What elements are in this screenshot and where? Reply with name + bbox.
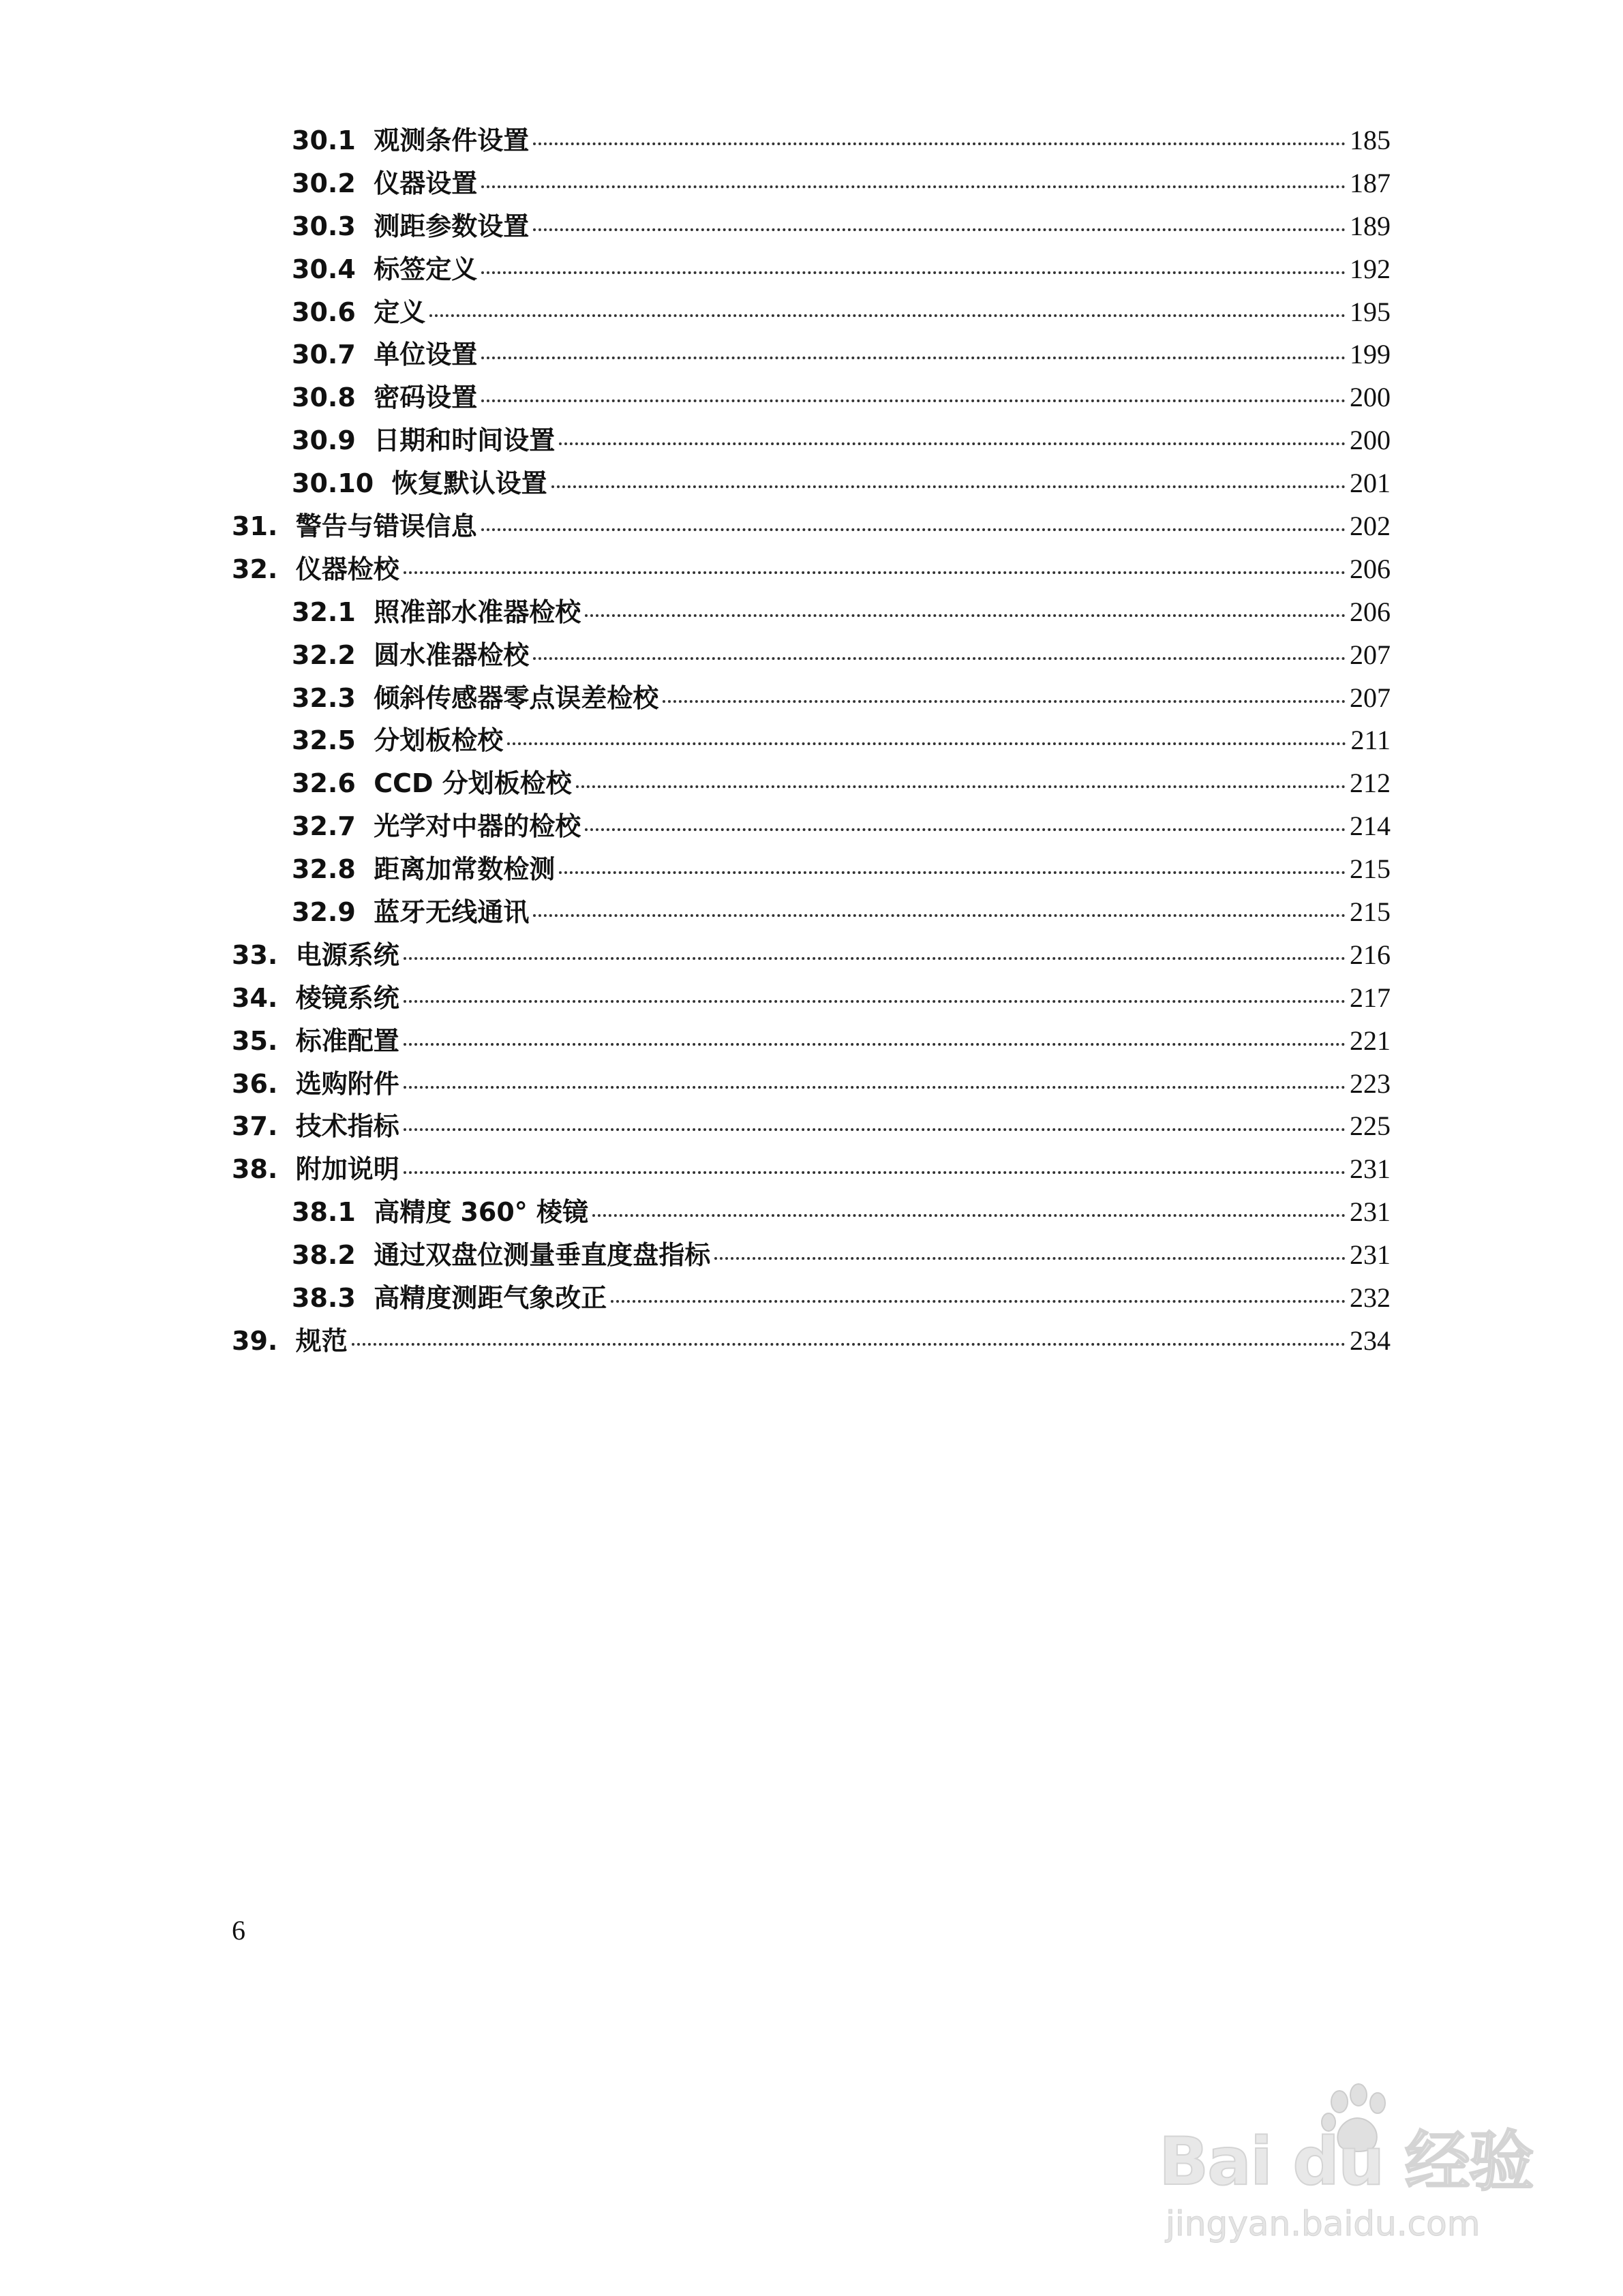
- dot-leader: [559, 442, 1346, 445]
- toc-entry: [232, 462, 1391, 505]
- toc-entry-label: [292, 805, 581, 843]
- toc-entry-title: 倾斜传感器零点误差检校: [374, 682, 659, 713]
- toc-entry: [232, 1277, 1391, 1320]
- dot-leader: [714, 1257, 1346, 1260]
- toc-entry: [232, 505, 1391, 548]
- toc-entry-page: 212: [1350, 768, 1391, 799]
- toc-entry-title: 观测条件设置: [374, 125, 530, 155]
- toc-entry-page: 206: [1350, 553, 1391, 584]
- dot-leader: [481, 185, 1346, 188]
- toc-entry-label: [232, 548, 399, 586]
- toc-entry: [232, 333, 1391, 376]
- toc-entry-label: [232, 977, 399, 1014]
- toc-entry: [232, 677, 1391, 720]
- toc-entry-label: [292, 848, 555, 886]
- toc-entry: [232, 1320, 1391, 1363]
- dot-leader: [533, 914, 1346, 917]
- toc-entry-title: 测距参数设置: [374, 211, 530, 241]
- toc-entry-number: 32.1: [292, 596, 356, 627]
- toc-entry-number: 31.: [232, 511, 278, 542]
- toc-entry-number: 32.3: [292, 682, 356, 713]
- toc-entry-number: 38.: [232, 1154, 278, 1185]
- toc-entry-number: 32.: [232, 554, 278, 584]
- toc-entry-page: 200: [1350, 382, 1391, 413]
- toc-entry-page: 187: [1350, 167, 1391, 198]
- toc-entry-label: [292, 719, 503, 757]
- toc-entry-title: 通过双盘位测量垂直度盘指标: [374, 1240, 711, 1271]
- table-of-contents: [232, 119, 1391, 1363]
- toc-entry-number: 32.9: [292, 897, 356, 928]
- toc-entry-page: 234: [1350, 1325, 1391, 1356]
- toc-entry-label: [292, 205, 529, 243]
- toc-entry: [232, 891, 1391, 934]
- toc-entry-page: 211: [1350, 725, 1391, 756]
- dot-leader: [404, 1086, 1346, 1089]
- toc-entry-page: 221: [1350, 1025, 1391, 1056]
- toc-entry: [232, 591, 1391, 634]
- toc-entry-label: [232, 505, 477, 543]
- toc-entry-label: [292, 762, 572, 800]
- toc-entry: [232, 848, 1391, 891]
- dot-leader: [576, 785, 1346, 788]
- dot-leader: [404, 1043, 1346, 1046]
- toc-entry-number: 32.2: [292, 639, 356, 670]
- toc-entry: [232, 1020, 1391, 1063]
- toc-entry-number: 36.: [232, 1068, 278, 1099]
- dot-leader: [404, 1000, 1346, 1003]
- dot-leader: [533, 142, 1346, 145]
- toc-entry-number: 30.9: [292, 425, 356, 456]
- toc-entry-number: 30.3: [292, 211, 356, 241]
- toc-entry-page: 207: [1350, 682, 1391, 713]
- toc-entry: [232, 1063, 1391, 1106]
- toc-entry-number: 32.5: [292, 725, 356, 756]
- toc-entry-page: 206: [1350, 596, 1391, 627]
- dot-leader: [663, 700, 1346, 703]
- toc-entry-title: 规范: [295, 1325, 348, 1356]
- toc-entry-title: 密码设置: [374, 382, 478, 413]
- toc-entry: [232, 419, 1391, 462]
- toc-entry-label: [292, 462, 547, 500]
- toc-entry-label: [292, 891, 529, 928]
- toc-entry: [232, 548, 1391, 591]
- watermark-brand: Bai du 经验: [1159, 2124, 1533, 2200]
- toc-entry-label: [292, 634, 529, 671]
- dot-leader: [481, 271, 1346, 274]
- toc-entry-page: 185: [1350, 125, 1391, 155]
- toc-entry-label: [292, 419, 555, 457]
- toc-entry-label: [232, 1148, 399, 1185]
- toc-entry-page: 225: [1350, 1111, 1391, 1142]
- baidu-jingyan-watermark: [1159, 2089, 1541, 2253]
- toc-entry: [232, 977, 1391, 1020]
- toc-entry-label: [232, 1320, 348, 1357]
- toc-entry: [232, 1148, 1391, 1191]
- toc-entry-page: 202: [1350, 511, 1391, 542]
- toc-entry-number: 30.2: [292, 168, 356, 198]
- dot-leader: [352, 1343, 1346, 1346]
- toc-entry-title: 仪器检校: [295, 554, 399, 584]
- toc-entry-label: [292, 291, 425, 329]
- toc-entry-title: 蓝牙无线通讯: [374, 897, 530, 928]
- toc-entry-page: 216: [1350, 939, 1391, 970]
- toc-entry: [232, 805, 1391, 848]
- toc-entry-label: [232, 1063, 399, 1100]
- toc-entry-title: 分划板检校: [374, 725, 504, 756]
- dot-leader: [404, 957, 1346, 960]
- toc-entry-label: [292, 1277, 607, 1314]
- toc-entry-title: 日期和时间设置: [374, 425, 556, 456]
- toc-entry-page: 199: [1350, 339, 1391, 370]
- dot-leader: [551, 485, 1346, 488]
- toc-entry-title: 警告与错误信息: [295, 511, 477, 542]
- dot-leader: [404, 1171, 1346, 1174]
- toc-entry-page: 192: [1350, 253, 1391, 284]
- toc-entry-label: [292, 162, 477, 200]
- dot-leader: [559, 871, 1346, 874]
- toc-entry-number: 38.3: [292, 1283, 356, 1314]
- toc-entry-page: 215: [1350, 854, 1391, 885]
- toc-entry-number: 37.: [232, 1111, 278, 1142]
- toc-entry-label: [292, 591, 581, 629]
- toc-entry-title: 恢复默认设置: [391, 468, 547, 499]
- toc-entry-number: 32.7: [292, 811, 356, 842]
- toc-entry-page: 231: [1350, 1196, 1391, 1228]
- toc-entry-label: [292, 248, 477, 286]
- toc-entry-title: 圆水准器检校: [374, 639, 530, 670]
- toc-entry-page: 215: [1350, 896, 1391, 928]
- toc-entry-title: 光学对中器的检校: [374, 811, 581, 842]
- dot-leader: [404, 1128, 1346, 1131]
- toc-entry-page: 231: [1350, 1239, 1391, 1271]
- toc-entry-title: 标准配置: [295, 1025, 399, 1056]
- toc-entry: [232, 1191, 1391, 1234]
- toc-entry: [232, 162, 1391, 205]
- toc-entry-title: 选购附件: [295, 1068, 399, 1099]
- toc-entry-title: 高精度 360° 棱镜: [374, 1197, 589, 1228]
- toc-entry-title: 标签定义: [374, 254, 478, 284]
- toc-entry-page: 217: [1350, 982, 1391, 1013]
- toc-entry: [232, 119, 1391, 162]
- dot-leader: [533, 228, 1346, 231]
- toc-entry-title: 附加说明: [295, 1154, 399, 1185]
- toc-entry-number: 30.4: [292, 254, 356, 284]
- dot-leader: [592, 1214, 1346, 1217]
- toc-entry-number: 30.7: [292, 339, 356, 370]
- toc-entry: [232, 719, 1391, 762]
- toc-entry: [232, 1234, 1391, 1277]
- toc-entry-page: 189: [1350, 210, 1391, 241]
- toc-entry-number: 38.2: [292, 1240, 356, 1271]
- toc-entry-label: [232, 1105, 399, 1143]
- toc-entry-title: 仪器设置: [374, 168, 478, 198]
- toc-entry-label: [292, 333, 477, 371]
- toc-entry-title: 电源系统: [295, 939, 399, 970]
- toc-entry-number: 33.: [232, 939, 278, 970]
- toc-entry-title: 棱镜系统: [295, 982, 399, 1013]
- toc-entry-title: 照准部水准器检校: [374, 596, 581, 627]
- toc-entry-title: 距离加常数检测: [374, 854, 556, 885]
- toc-entry-title: CCD 分划板检校: [374, 768, 572, 799]
- toc-entry: [232, 1105, 1391, 1148]
- dot-leader: [481, 399, 1346, 402]
- toc-entry-label: [232, 934, 399, 971]
- toc-entry-number: 35.: [232, 1025, 278, 1056]
- toc-entry-page: 231: [1350, 1153, 1391, 1185]
- dot-leader: [481, 528, 1346, 531]
- toc-entry-page: 214: [1350, 811, 1391, 842]
- toc-entry-page: 223: [1350, 1068, 1391, 1099]
- toc-entry-page: 201: [1350, 468, 1391, 499]
- page-number: 6: [232, 1915, 245, 1946]
- toc-entry-number: 32.6: [292, 768, 356, 799]
- toc-entry: [232, 762, 1391, 805]
- toc-entry: [232, 376, 1391, 419]
- toc-entry-number: 30.10: [292, 468, 374, 499]
- toc-entry-page: 195: [1350, 296, 1391, 327]
- dot-leader: [533, 657, 1346, 660]
- toc-entry-label: [292, 1191, 588, 1228]
- dot-leader: [507, 742, 1346, 745]
- dot-leader: [585, 614, 1346, 617]
- toc-entry-number: 30.1: [292, 125, 356, 155]
- dot-leader: [585, 828, 1346, 831]
- toc-entry: [232, 205, 1391, 248]
- toc-entry-number: 34.: [232, 982, 278, 1013]
- toc-entry-number: 30.8: [292, 382, 356, 413]
- toc-entry-page: 232: [1350, 1282, 1391, 1314]
- toc-entry-number: 38.1: [292, 1197, 356, 1228]
- toc-entry-number: 32.8: [292, 854, 356, 885]
- dot-leader: [611, 1300, 1346, 1303]
- toc-entry-title: 技术指标: [295, 1111, 399, 1142]
- toc-entry: [232, 291, 1391, 334]
- toc-entry-title: 单位设置: [374, 339, 478, 370]
- toc-entry: [232, 248, 1391, 291]
- toc-entry-number: 30.6: [292, 297, 356, 327]
- toc-entry: [232, 934, 1391, 977]
- toc-entry-label: [292, 119, 529, 157]
- toc-entry: [232, 634, 1391, 677]
- toc-entry-label: [292, 677, 658, 714]
- toc-entry-label: [292, 376, 477, 414]
- toc-entry-label: [232, 1020, 399, 1057]
- toc-entry-title: 定义: [374, 297, 426, 327]
- toc-entry-page: 200: [1350, 425, 1391, 456]
- toc-entry-title: 高精度测距气象改正: [374, 1283, 607, 1314]
- toc-entry-number: 39.: [232, 1325, 278, 1356]
- watermark-url: jingyan.baidu.com: [1166, 2204, 1481, 2244]
- dot-leader: [404, 571, 1346, 574]
- dot-leader: [481, 357, 1346, 359]
- toc-entry-label: [292, 1234, 710, 1271]
- toc-entry-page: 207: [1350, 639, 1391, 670]
- dot-leader: [429, 314, 1346, 317]
